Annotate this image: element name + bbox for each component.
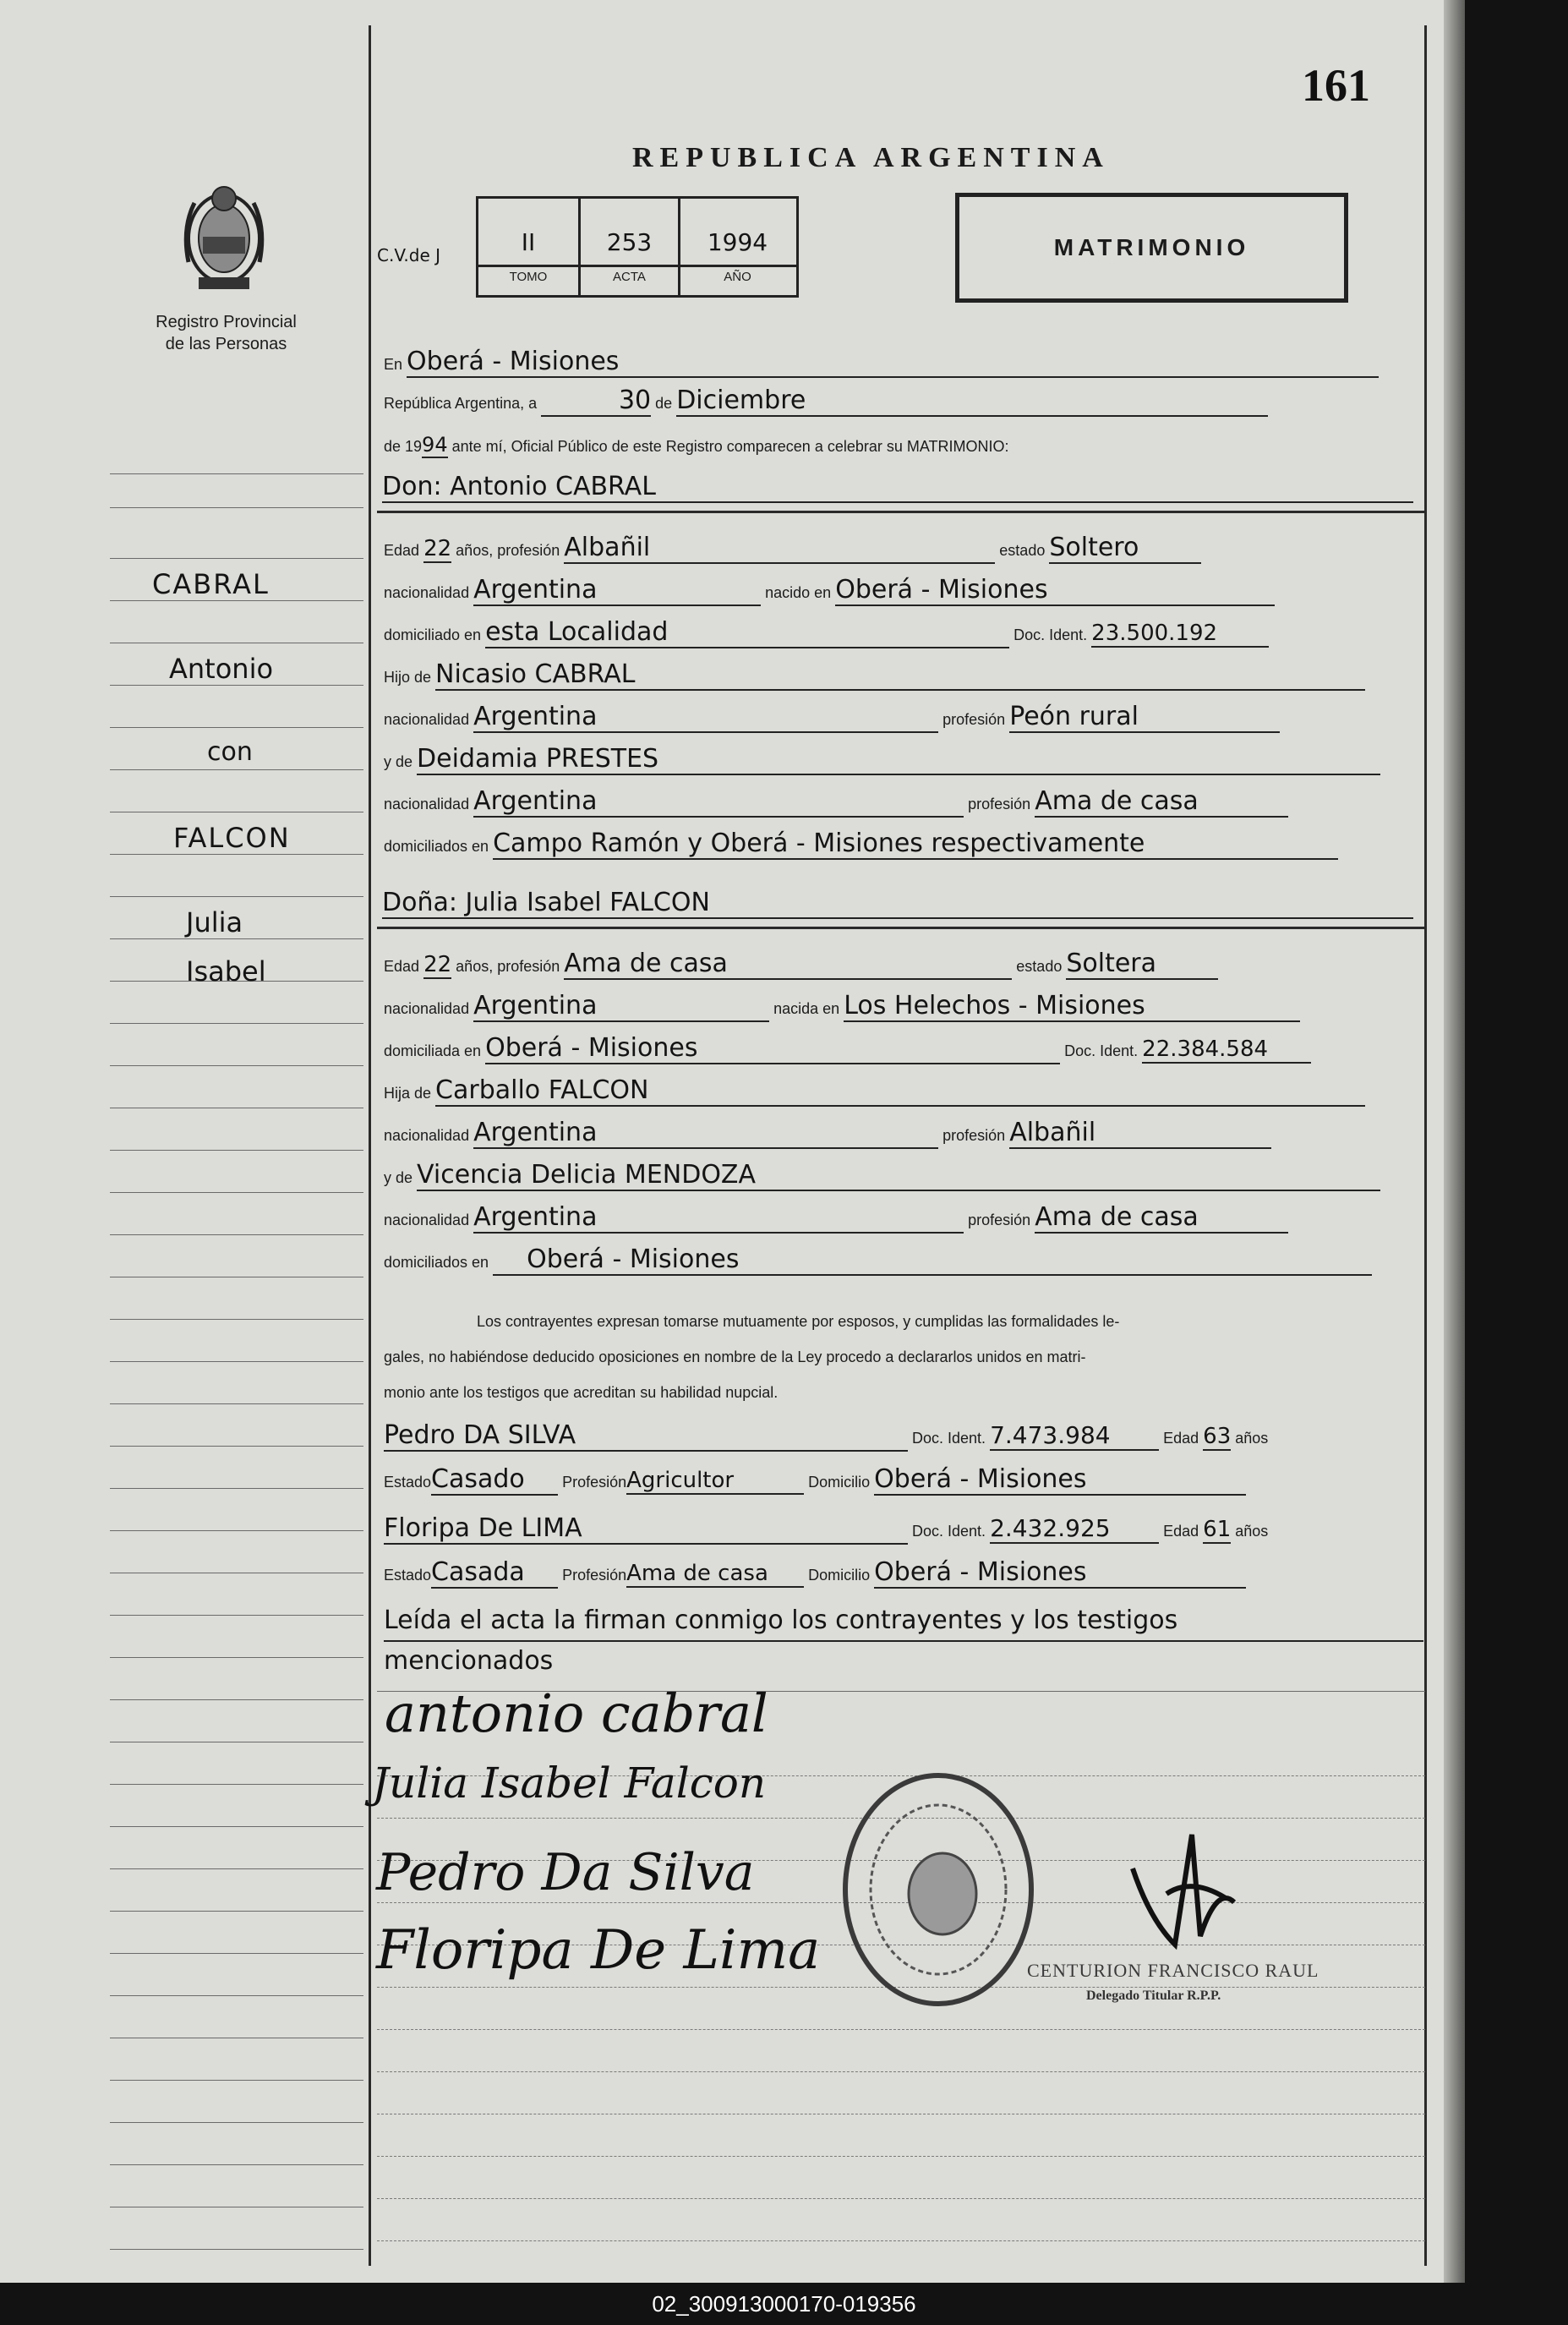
witness-1-details-line: EstadoCasado ProfesiónAgricultor Domicilio Oberá - Misiones <box>384 1464 1423 1496</box>
country-title: REPUBLICA ARGENTINA <box>632 142 1110 173</box>
margin-rule <box>369 25 371 2266</box>
bride-name-line: Doña: Julia Isabel FALCON <box>382 888 1422 919</box>
bride-mother-nat-line: nacionalidad Argentina profesión Ama de casa <box>384 1202 1423 1234</box>
bride-mother-line: y de Vicencia Delicia MENDOZA <box>384 1160 1423 1191</box>
place-value: Oberá - Misiones <box>407 347 1379 378</box>
margin-name-bride2: Isabel <box>186 955 266 987</box>
groom-father-nat-line: nacionalidad Argentina profesión Peón rural <box>384 702 1423 733</box>
signature-bride: Julia Isabel Falcon <box>372 1759 767 1808</box>
bride-parents-domicile-line: domiciliados en Oberá - Misiones <box>384 1245 1423 1276</box>
margin-name-groom: Antonio <box>169 653 274 685</box>
year-line: de 1994 ante mí, Oficial Público de este Registro comparecen a celebrar su MATRIMONIO: <box>384 433 1009 457</box>
closing-text: Leída el acta la firman conmigo los contrayentes y los testigos mencionados <box>384 1601 1423 1681</box>
day-value: 30 <box>541 386 651 417</box>
record-id-box <box>476 196 799 298</box>
place-line: En Oberá - Misiones <box>384 347 1423 378</box>
margin-surname-bride: FALCON <box>173 822 291 854</box>
bride-nationality-line: nacionalidad Argentina nacida en Los Helechos - Misiones <box>384 991 1423 1022</box>
official-signature-icon <box>1116 1818 1251 1961</box>
official-title: Delegado Titular R.P.P. <box>1086 1989 1221 2003</box>
section-divider-bride <box>377 927 1425 929</box>
bride-father-line: Hija de Carballo FALCON <box>384 1075 1423 1107</box>
bride-father-nat-line: nacionalidad Argentina profesión Albañil <box>384 1118 1423 1149</box>
ano-label: AÑO <box>724 270 751 284</box>
groom-father-line: Hijo de Nicasio CABRAL <box>384 659 1423 691</box>
witness-1-line: Pedro DA SILVA Doc. Ident. 7.473.984 Edad 63 años <box>384 1420 1269 1450</box>
groom-mother-line: y de Deidamia PRESTES <box>384 744 1423 775</box>
acta-value: 253 <box>606 228 653 256</box>
margin-name-bride: Julia <box>186 906 243 938</box>
groom-name-line: Don: Antonio CABRAL <box>382 472 1422 503</box>
date-line: República Argentina, a 30 de Diciembre <box>384 386 1423 417</box>
signature-witness-2: Floripa De Lima <box>376 1919 821 1982</box>
witness-2-details-line: EstadoCasada ProfesiónAma de casa Domicilio Oberá - Misiones <box>384 1557 1423 1589</box>
groom-parents-domicile-line: domiciliados en Campo Ramón y Oberá - Misiones respectivamente <box>384 829 1423 860</box>
right-margin-rule <box>1424 25 1427 2266</box>
margin-con: con <box>207 737 253 767</box>
cvdej-label: C.V.de J <box>377 245 441 265</box>
official-seal-icon <box>837 1767 1040 2012</box>
month-value: Diciembre <box>676 386 1268 417</box>
signature-witness-1: Pedro Da Silva <box>376 1843 755 1902</box>
margin-surname-groom: CABRAL <box>152 568 270 600</box>
coat-of-arms-icon <box>173 178 275 296</box>
tomo-label: TOMO <box>509 270 548 284</box>
groom-mother-nat-line: nacionalidad Argentina profesión Ama de casa <box>384 786 1423 818</box>
groom-nationality-line: nacionalidad Argentina nacido en Oberá - Misiones <box>384 575 1423 606</box>
groom-age-line: Edad 22 años, profesión Albañil estado Soltero <box>384 533 1423 564</box>
record-type: MATRIMONIO <box>1053 234 1250 260</box>
bride-age-line: Edad 22 años, profesión Ama de casa estado Soltera <box>384 949 1423 980</box>
acta-label: ACTA <box>613 270 646 284</box>
tomo-value: II <box>521 228 536 256</box>
page-number: 161 <box>1302 60 1370 111</box>
witness-2-line: Floripa De LIMA Doc. Ident. 2.432.925 Edad 61 años <box>384 1513 1269 1543</box>
ano-value: 1994 <box>707 228 768 256</box>
year-value: 94 <box>422 433 448 457</box>
section-divider-groom <box>377 511 1425 513</box>
office-name: Registro Provincial de las Personas <box>156 313 297 353</box>
image-footer: 02_300913000170-019356 <box>0 2283 1568 2325</box>
signature-groom: antonio cabral <box>385 1682 768 1744</box>
declaration-text: Los contrayentes expresan tomarse mutuamente por esposos, y cumplidas las formalidades le- gales, no habiéndose deducido oposiciones en nombre de la Ley procedo a declararlos unidos en matri- monio ante los testigos que acreditan su habilidad nupcial. <box>384 1313 1120 1401</box>
bride-domicile-line: domiciliada en Oberá - Misiones Doc. Ident. 22.384.584 <box>384 1033 1423 1064</box>
groom-domicile-line: domiciliado en esta Localidad Doc. Ident. 23.500.192 <box>384 617 1423 648</box>
page-edge <box>1444 0 1465 2283</box>
record-type-box <box>955 193 1348 303</box>
official-name: CENTURION FRANCISCO RAUL <box>1027 1960 1319 1981</box>
